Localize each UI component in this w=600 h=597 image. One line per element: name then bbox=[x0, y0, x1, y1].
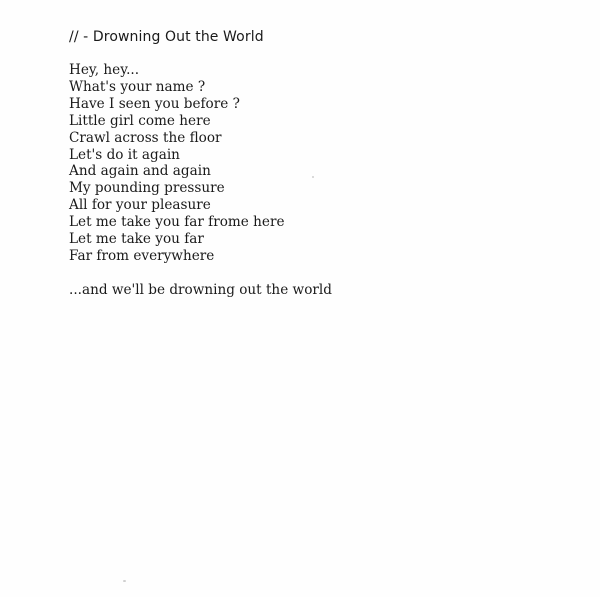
lyric-line: Far from everywhere bbox=[69, 247, 215, 264]
lyric-line: Let me take you far bbox=[69, 231, 204, 248]
lyric-line: What's your name ? bbox=[69, 78, 206, 95]
paper-speck bbox=[312, 176, 314, 178]
lyric-line: Let's do it again bbox=[69, 146, 180, 163]
lyric-line: Little girl come here bbox=[69, 112, 211, 129]
lyric-line: Let me take you far frome here bbox=[69, 214, 285, 231]
lyrics-block bbox=[69, 62, 285, 265]
lyric-line: Hey, hey... bbox=[69, 62, 140, 78]
lyric-line: And again and again bbox=[69, 163, 211, 180]
paper-speck bbox=[123, 580, 126, 582]
lyric-line: Crawl across the floor bbox=[69, 129, 222, 146]
outro-line: ...and we'll be drowning out the world bbox=[69, 282, 332, 298]
lyric-line: Have I seen you before ? bbox=[69, 95, 240, 112]
song-title: // - Drowning Out the World bbox=[69, 29, 264, 45]
lyric-line: All for your pleasure bbox=[69, 197, 211, 214]
lyric-line: My pounding pressure bbox=[69, 180, 225, 197]
